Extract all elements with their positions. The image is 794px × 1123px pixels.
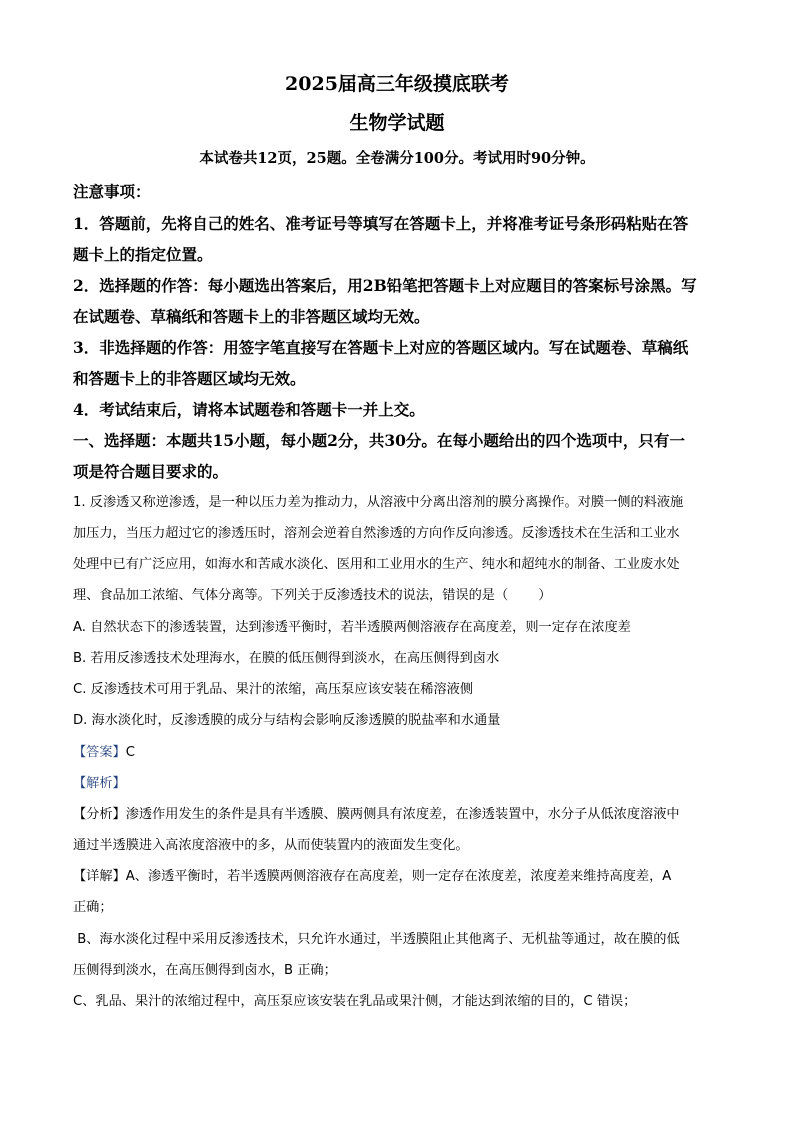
question-stem-bracket-close: ）: [538, 588, 552, 603]
section-heading-line-2: 项是符合题目要求的。: [73, 462, 229, 481]
xiangjie-line-2: 正确；: [73, 900, 113, 915]
fenxi-line-2: 通过半透膜进入高浓度溶液中的多，从而使装置内的液面发生变化。: [73, 838, 469, 853]
question-stem-text: 理、食品加工浓缩、气体分离等。下列关于反渗透技术的说法，错误的是（: [73, 588, 509, 603]
xiangjie-tag: 【详解】: [73, 869, 126, 884]
xiangjie-line-5: C、乳品、果汁的浓缩过程中，高压泵应该安装在乳品或果汁侧，才能达到浓缩的目的，C 错误；: [73, 994, 637, 1009]
notice-item-2-line-2: 在试题卷、草稿纸和答题卡上的非答题区域均无效。: [73, 307, 430, 326]
notice-heading: 注意事项：: [73, 182, 151, 201]
notice-item-3-line-1: 3．非选择题的作答：用签字笔直接写在答题卡上对应的答题区域内。写在试题卷、草稿纸: [73, 338, 689, 357]
question-stem-line-2: 加压力，当压力超过它的渗透压时，溶剂会逆着自然渗透的方向作反向渗透。反渗透技术在生活和工业水: [73, 526, 680, 541]
exam-info: 本试卷共12页，25题。全卷满分100分。考试用时90分钟。: [199, 150, 595, 167]
fenxi-line-1: [73, 808, 680, 821]
subject-title: 生物学试题: [349, 112, 445, 134]
option-c: C. 反渗透技术可用于乳品、果汁的浓缩，高压泵应该安装在稀溶液侧: [73, 682, 474, 697]
xiangjie-line-4: 压侧得到淡水，在高压侧得到卤水，B 正确；: [73, 963, 337, 978]
answer-line: [73, 746, 135, 759]
analysis-tag: 【解析】: [73, 776, 126, 791]
notice-item-1-line-1: 1．答题前，先将自己的姓名、准考证号等填写在答题卡上，并将准考证号条形码粘贴在答: [73, 214, 689, 233]
section-heading-line-1: 一、选择题：本题共15小题，每小题2分，共30分。在每小题给出的四个选项中，只有一: [73, 431, 685, 450]
option-b: B. 若用反渗透技术处理海水，在膜的低压侧得到淡水，在高压侧得到卤水: [73, 651, 500, 666]
notice-item-2-line-1: 2．选择题的作答：每小题选出答案后，用2B铅笔把答题卡上对应题目的答案标号涂黑。写: [73, 276, 697, 295]
xiangjie-line-3: B、海水淡化过程中采用反渗透技术，只允许水通过，半透膜阻止其他离子、无机盐等通过，故在膜的低: [73, 932, 680, 947]
answer-tag: 【答案】: [73, 745, 126, 760]
fenxi-tag: 【分析】: [73, 807, 126, 822]
question-stem-line-1: 1. 反渗透又称逆渗透，是一种以压力差为推动力，从溶液中分离出溶剂的膜分离操作。对膜一侧的料液施: [73, 495, 684, 510]
xiangjie-line-1: [73, 870, 671, 883]
notice-item-1-line-2: 题卡上的指定位置。: [73, 245, 213, 264]
fenxi-text-1: 渗透作用发生的条件是具有半透膜、膜两侧具有浓度差，在渗透装置中，水分子从低浓度溶液中: [125, 807, 680, 822]
notice-item-4-line-1: 4．考试结束后，请将本试题卷和答题卡一并上交。: [73, 400, 425, 419]
answer-value: C: [125, 745, 135, 760]
exam-title: 2025届高三年级摸底联考: [285, 73, 509, 95]
question-stem-line-4: [73, 589, 551, 602]
option-a: A. 自然状态下的渗透装置，达到渗透平衡时，若半透膜两侧溶液存在高度差，则一定存在浓度差: [73, 620, 631, 635]
option-d: D. 海水淡化时，反渗透膜的成分与结构会影响反渗透膜的脱盐率和水通量: [73, 713, 501, 728]
question-stem-line-3: 处理中已有广泛应用，如海水和苦咸水淡化、医用和工业用水的生产、纯水和超纯水的制备、工业废水处: [73, 557, 680, 572]
xiangjie-text-1: A、渗透平衡时，若半透膜两侧溶液存在高度差，则一定存在浓度差，浓度差来维持高度差，A: [125, 869, 672, 884]
notice-item-3-line-2: 和答题卡上的非答题区域均无效。: [73, 369, 306, 388]
